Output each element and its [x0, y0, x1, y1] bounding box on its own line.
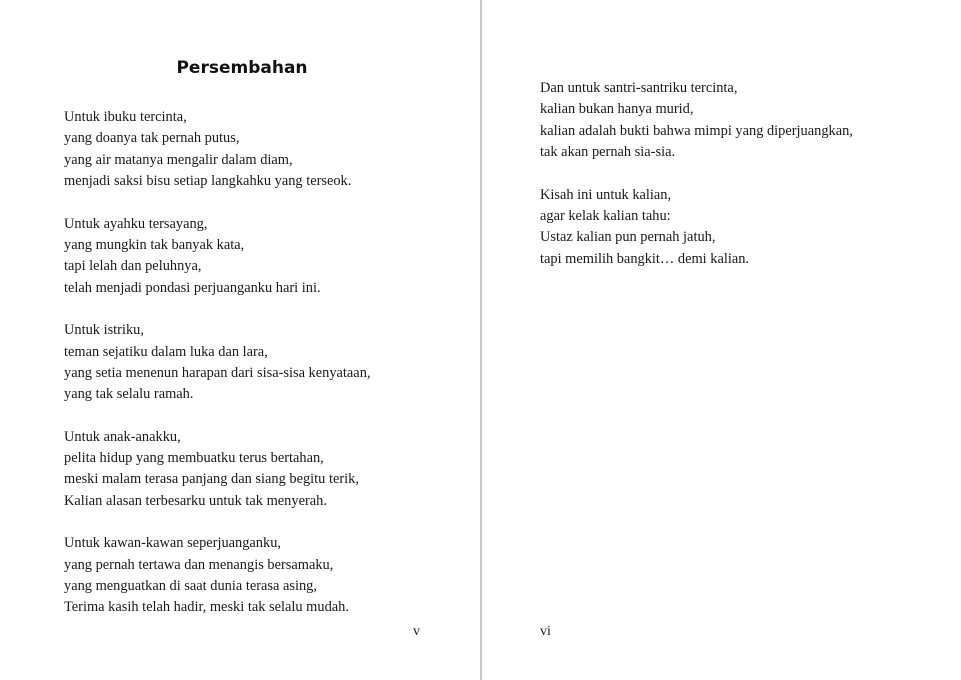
verse-line: Untuk istriku, [64, 322, 144, 339]
stanza [64, 107, 464, 193]
verse-line: Untuk ayahku tersayang, [64, 215, 208, 232]
verse-line: yang menguatkan di saat dunia terasa asing, [64, 578, 317, 595]
verse-line: pelita hidup yang membuatku terus bertahan, [64, 450, 324, 467]
verse-line: kalian bukan hanya murid, [540, 101, 694, 118]
right-stanzas [540, 78, 940, 291]
page-number: vi [540, 624, 551, 639]
verse-line: yang setia menenun harapan dari sisa-sisa kenyataan, [64, 364, 371, 381]
verse-line: Ustaz kalian pun pernah jatuh, [540, 229, 716, 246]
verse-line: yang mungkin tak banyak kata, [64, 236, 245, 253]
verse-line: Untuk anak-anakku, [64, 428, 181, 445]
verse-line: tapi memilih bangkit… demi kalian. [540, 250, 750, 267]
verse-line: Dan untuk santri-santriku tercinta, [540, 80, 738, 96]
stanza [540, 78, 940, 164]
stanza [64, 214, 464, 300]
stanza [64, 320, 464, 406]
verse-line: tapi lelah dan peluhnya, [64, 258, 202, 275]
verse-line: Terima kasih telah hadir, meski tak selalu mudah. [64, 599, 349, 616]
page-number: v [413, 624, 420, 639]
verse-line: Kisah ini untuk kalian, [540, 186, 672, 203]
left-page [0, 0, 480, 680]
verse-line: yang doanya tak pernah putus, [64, 130, 240, 147]
verse-line: Untuk kawan-kawan seperjuanganku, [64, 535, 281, 552]
verse-line: kalian adalah bukti bahwa mimpi yang diperjuangkan, [540, 122, 853, 139]
verse-line: tak akan pernah sia-sia. [540, 144, 676, 161]
verse-line: yang pernah tertawa dan menangis bersamaku, [64, 556, 334, 573]
verse-line: yang air matanya mengalir dalam diam, [64, 151, 293, 168]
verse-line: Kalian alasan terbesarku untuk tak menyerah. [64, 492, 327, 509]
verse-line: meski malam terasa panjang dan siang begitu terik, [64, 471, 359, 488]
stanza [540, 185, 940, 271]
verse-line: teman sejatiku dalam luka dan lara, [64, 343, 268, 360]
verse-line: menjadi saksi bisu setiap langkahku yang terseok. [64, 173, 352, 190]
page-title: Persembahan [176, 58, 308, 78]
stanza [64, 533, 464, 619]
left-stanzas [64, 107, 464, 640]
verse-line: Untuk ibuku tercinta, [64, 109, 187, 125]
verse-line: telah menjadi pondasi perjuanganku hari ini. [64, 279, 321, 296]
stanza [64, 427, 464, 513]
verse-line: agar kelak kalian tahu: [540, 207, 671, 224]
right-page [482, 0, 961, 680]
verse-line: yang tak selalu ramah. [64, 386, 194, 403]
